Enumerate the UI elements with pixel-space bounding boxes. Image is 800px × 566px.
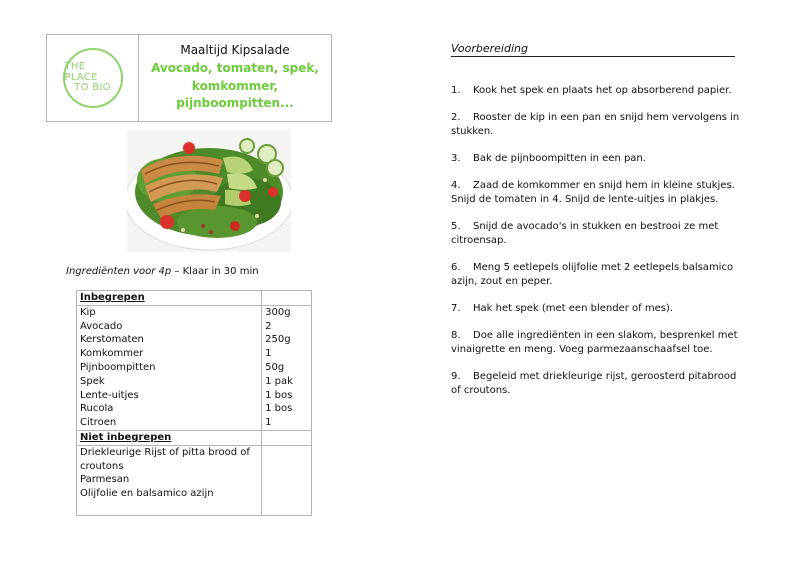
table-row xyxy=(77,305,312,430)
step-text: Meng 5 eetlepels olijfolie met 2 eetlepels balsamico azijn, zout en peper. xyxy=(451,262,734,287)
not-included-header: Niet inbegrepen xyxy=(80,431,172,443)
logo-text-line1: THE PLACE xyxy=(64,61,98,83)
included-header: Inbegrepen xyxy=(80,292,145,303)
extra-ingredient: Parmesan xyxy=(80,474,130,486)
step-text: Bak de pijnboompitten in een pan. xyxy=(473,153,646,164)
ingredient-name: Citroen xyxy=(80,417,117,429)
title-cell xyxy=(139,35,331,121)
recipe-title: Maaltijd Kipsalade xyxy=(180,43,290,58)
step-9 xyxy=(451,370,741,398)
step-text: Zaad de komkommer en snijd hem in kleine stukjes. Snijd de tomaten in 4. Snijd de lente-uitjes in plakjes. xyxy=(451,180,735,205)
time-label: – Klaar in 30 min xyxy=(171,266,259,277)
section-row-included xyxy=(77,291,312,306)
ingredient-amount: 300g xyxy=(265,306,291,318)
step-8 xyxy=(451,329,741,357)
ingredient-amounts xyxy=(262,305,312,430)
ingredient-amount: 1 bos xyxy=(265,403,293,415)
step-number: 8. xyxy=(451,330,461,341)
preparation-heading: Voorbereiding xyxy=(451,42,735,57)
ingredient-name: Kerstomaten xyxy=(80,334,144,346)
ingredient-amount: 1 xyxy=(265,417,272,429)
ingredients-table xyxy=(76,290,312,516)
step-number: 6. xyxy=(451,262,461,273)
logo-cell xyxy=(47,35,139,121)
step-1 xyxy=(451,84,741,98)
step-number: 5. xyxy=(451,221,461,232)
step-text: Kook het spek en plaats het op absorberend papier. xyxy=(473,85,732,96)
ingredient-name: Komkommer xyxy=(80,348,144,360)
step-3 xyxy=(451,152,741,166)
ingredient-amount: 2 xyxy=(265,320,272,332)
step-text: Snijd de avocado's in stukken en bestrooi ze met citroensap. xyxy=(451,221,719,246)
step-4 xyxy=(451,179,741,207)
ingredient-names xyxy=(77,305,262,430)
step-text: Rooster de kip in een pan en snijd hem vervolgens in stukken. xyxy=(451,112,740,137)
preparation-steps xyxy=(451,84,741,411)
step-7 xyxy=(451,302,741,316)
section-row-not-included xyxy=(77,430,312,445)
step-text: Doe alle ingrediënten in een slakom, besprenkel met vinaigrette en meng. Voeg parmezaanschaafsel toe. xyxy=(451,330,738,355)
step-number: 7. xyxy=(451,303,461,314)
step-number: 1. xyxy=(451,85,461,96)
recipe-header xyxy=(46,34,332,122)
ingredient-amount: 250g xyxy=(265,334,291,346)
ingredient-name: Lente-uitjes xyxy=(80,389,139,401)
ingredient-amount: 50g xyxy=(265,361,285,373)
ingredient-name: Pijnboompitten xyxy=(80,361,156,373)
table-row xyxy=(77,445,312,515)
step-2 xyxy=(451,111,741,139)
ingredient-name: Rucola xyxy=(80,403,114,415)
ingredients-caption xyxy=(66,266,259,277)
salad-photo xyxy=(127,130,291,252)
extra-ingredient: Olijfolie en balsamico azijn xyxy=(80,488,214,500)
brand-logo xyxy=(63,48,123,108)
ingredient-amount: 1 xyxy=(265,348,272,360)
recipe-subtitle: Avocado, tomaten, spek, komkommer, pijnboompitten... xyxy=(151,61,319,111)
extra-ingredient: Driekleurige Rijst of pitta brood of croutons xyxy=(80,446,250,472)
step-number: 3. xyxy=(451,153,461,164)
step-5 xyxy=(451,220,741,248)
logo-text-line2: TO BIO xyxy=(74,82,111,94)
step-number: 4. xyxy=(451,180,461,191)
step-number: 2. xyxy=(451,112,461,123)
step-text: Begeleid met driekleurige rijst, geroosterd pitabrood of croutons. xyxy=(451,371,737,396)
ingredient-amount: 1 bos xyxy=(265,389,293,401)
extra-ingredients xyxy=(77,445,262,515)
ingredient-amount: 1 pak xyxy=(265,375,293,387)
servings-label: Ingrediënten voor 4p xyxy=(66,266,172,277)
step-6 xyxy=(451,261,741,289)
step-number: 9. xyxy=(451,371,461,382)
ingredient-name: Avocado xyxy=(80,320,123,332)
ingredient-name: Spek xyxy=(80,375,105,387)
ingredient-name: Kip xyxy=(80,306,96,318)
step-text: Hak het spek (met een blender of mes). xyxy=(473,303,674,314)
